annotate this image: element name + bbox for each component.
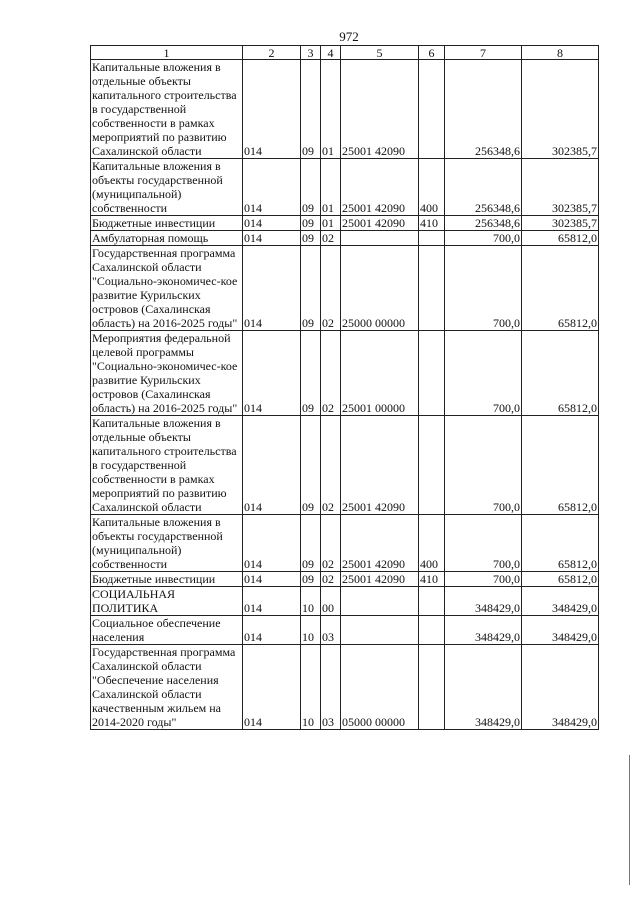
table-row xyxy=(91,515,599,572)
cell-name: Государственная программа Сахалинской области "Социально-экономичес-кое развитие Курильских островов (Сахалинская область) на 2016-2025 годы" xyxy=(91,246,243,331)
cell-name: Мероприятия федеральной целевой программы "Социально-экономичес-кое развитие Курильских островов (Сахалинская область) на 2016-2025 годы" xyxy=(91,331,243,416)
cell-y2016: 256348,6 xyxy=(445,159,522,216)
cell-type: 400 xyxy=(419,159,445,216)
cell-y2017: 65812,0 xyxy=(522,572,599,587)
cell-y2016: 700,0 xyxy=(445,416,522,515)
cell-y2017: 302385,7 xyxy=(522,159,599,216)
table-row xyxy=(91,416,599,515)
cell-target: 25001 42090 xyxy=(341,515,419,572)
cell-section: 09 xyxy=(301,515,321,572)
cell-type: 400 xyxy=(419,515,445,572)
cell-y2016: 700,0 xyxy=(445,246,522,331)
cell-section: 09 xyxy=(301,159,321,216)
cell-admin: 014 xyxy=(243,216,301,231)
page-number: 972 xyxy=(339,29,359,44)
cell-y2016: 348429,0 xyxy=(445,645,522,730)
cell-subsection: 02 xyxy=(321,231,341,246)
cell-name: Амбулаторная помощь xyxy=(91,231,243,246)
cell-subsection: 02 xyxy=(321,416,341,515)
cell-type xyxy=(419,231,445,246)
cell-y2017: 348429,0 xyxy=(522,616,599,645)
cell-subsection: 01 xyxy=(321,159,341,216)
table-row xyxy=(91,587,599,616)
cell-name: Бюджетные инвестиции xyxy=(91,572,243,587)
cell-target xyxy=(341,616,419,645)
cell-admin: 014 xyxy=(243,616,301,645)
cell-section: 10 xyxy=(301,645,321,730)
cell-name: Капитальные вложения в объекты государственной (муниципальной) собственности xyxy=(91,159,243,216)
cell-name: СОЦИАЛЬНАЯ ПОЛИТИКА xyxy=(91,587,243,616)
cell-name: Капитальные вложения в отдельные объекты капитального строительства в государственной собственности в рамках мероприятий по развитию Сахалинской области xyxy=(91,60,243,159)
col-header-1: 1 xyxy=(91,46,243,60)
cell-subsection: 03 xyxy=(321,616,341,645)
cell-target: 25001 42090 xyxy=(341,216,419,231)
col-header-8: 8 xyxy=(522,46,599,60)
col-header-5: 5 xyxy=(341,46,419,60)
cell-type xyxy=(419,416,445,515)
cell-target: 25001 42090 xyxy=(341,159,419,216)
cell-type: 410 xyxy=(419,216,445,231)
cell-subsection: 02 xyxy=(321,331,341,416)
cell-subsection: 00 xyxy=(321,587,341,616)
cell-target: 05000 00000 xyxy=(341,645,419,730)
cell-y2017: 348429,0 xyxy=(522,587,599,616)
col-header-7: 7 xyxy=(445,46,522,60)
table-row xyxy=(91,572,599,587)
cell-section: 09 xyxy=(301,231,321,246)
cell-admin: 014 xyxy=(243,645,301,730)
cell-type xyxy=(419,616,445,645)
col-header-4: 4 xyxy=(321,46,341,60)
cell-subsection: 02 xyxy=(321,572,341,587)
budget-table xyxy=(90,45,599,730)
col-header-6: 6 xyxy=(419,46,445,60)
cell-subsection: 01 xyxy=(321,60,341,159)
cell-target: 25001 42090 xyxy=(341,572,419,587)
scan-artifact xyxy=(629,755,630,885)
cell-target: 25001 42090 xyxy=(341,60,419,159)
cell-subsection: 03 xyxy=(321,645,341,730)
cell-section: 09 xyxy=(301,416,321,515)
table-row xyxy=(91,246,599,331)
cell-admin: 014 xyxy=(243,587,301,616)
table-row xyxy=(91,231,599,246)
cell-y2016: 256348,6 xyxy=(445,216,522,231)
cell-section: 09 xyxy=(301,216,321,231)
cell-admin: 014 xyxy=(243,572,301,587)
cell-admin: 014 xyxy=(243,231,301,246)
cell-name: Социальное обеспечение населения xyxy=(91,616,243,645)
cell-y2016: 348429,0 xyxy=(445,616,522,645)
cell-section: 10 xyxy=(301,616,321,645)
cell-y2016: 700,0 xyxy=(445,331,522,416)
cell-admin: 014 xyxy=(243,416,301,515)
cell-type xyxy=(419,246,445,331)
cell-subsection: 02 xyxy=(321,246,341,331)
cell-target: 25001 42090 xyxy=(341,416,419,515)
col-header-2: 2 xyxy=(243,46,301,60)
cell-target: 25000 00000 xyxy=(341,246,419,331)
cell-name: Капитальные вложения в отдельные объекты капитального строительства в государственной собственности в рамках мероприятий по развитию Сахалинской области xyxy=(91,416,243,515)
cell-section: 10 xyxy=(301,587,321,616)
cell-admin: 014 xyxy=(243,60,301,159)
cell-type xyxy=(419,331,445,416)
cell-admin: 014 xyxy=(243,246,301,331)
cell-y2017: 302385,7 xyxy=(522,216,599,231)
cell-y2017: 302385,7 xyxy=(522,60,599,159)
cell-y2017: 65812,0 xyxy=(522,515,599,572)
table-row xyxy=(91,60,599,159)
cell-target xyxy=(341,231,419,246)
cell-y2016: 700,0 xyxy=(445,231,522,246)
cell-y2017: 65812,0 xyxy=(522,231,599,246)
table-row xyxy=(91,645,599,730)
cell-target: 25001 00000 xyxy=(341,331,419,416)
cell-admin: 014 xyxy=(243,159,301,216)
cell-type: 410 xyxy=(419,572,445,587)
cell-y2017: 65812,0 xyxy=(522,416,599,515)
cell-admin: 014 xyxy=(243,515,301,572)
table-row xyxy=(91,216,599,231)
cell-subsection: 02 xyxy=(321,515,341,572)
cell-y2017: 348429,0 xyxy=(522,645,599,730)
cell-type xyxy=(419,645,445,730)
cell-admin: 014 xyxy=(243,331,301,416)
table-row xyxy=(91,159,599,216)
cell-y2017: 65812,0 xyxy=(522,246,599,331)
cell-type xyxy=(419,60,445,159)
cell-subsection: 01 xyxy=(321,216,341,231)
cell-type xyxy=(419,587,445,616)
cell-y2017: 65812,0 xyxy=(522,331,599,416)
col-header-3: 3 xyxy=(301,46,321,60)
header-row xyxy=(91,46,599,60)
cell-y2016: 348429,0 xyxy=(445,587,522,616)
cell-target xyxy=(341,587,419,616)
cell-name: Бюджетные инвестиции xyxy=(91,216,243,231)
table-row xyxy=(91,331,599,416)
cell-name: Капитальные вложения в объекты государственной (муниципальной) собственности xyxy=(91,515,243,572)
cell-section: 09 xyxy=(301,331,321,416)
cell-section: 09 xyxy=(301,246,321,331)
cell-y2016: 700,0 xyxy=(445,515,522,572)
cell-y2016: 256348,6 xyxy=(445,60,522,159)
cell-name: Государственная программа Сахалинской области "Обеспечение населения Сахалинской области качественным жильем на 2014-2020 годы" xyxy=(91,645,243,730)
cell-y2016: 700,0 xyxy=(445,572,522,587)
cell-section: 09 xyxy=(301,60,321,159)
cell-section: 09 xyxy=(301,572,321,587)
table-row xyxy=(91,616,599,645)
